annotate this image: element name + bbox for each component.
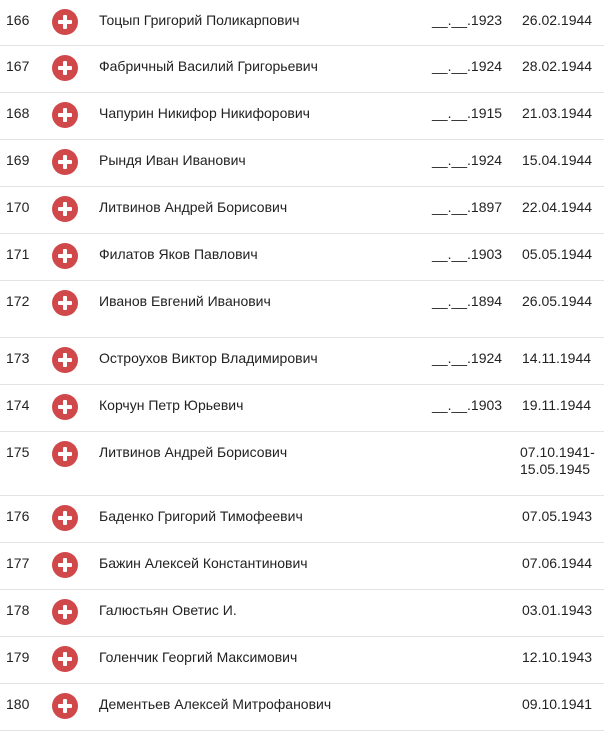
table-row xyxy=(0,187,604,234)
person-name: Галюстьян Оветис И. xyxy=(99,602,237,618)
table-row xyxy=(0,496,604,543)
table-row xyxy=(0,590,604,637)
row-number: 170 xyxy=(6,199,30,215)
death-date: 09.10.1941 xyxy=(522,696,593,712)
death-date: 07.10.1941- 15.05.1945 xyxy=(520,444,595,477)
person-name: Филатов Яков Павлович xyxy=(99,246,258,262)
red-cross-icon[interactable] xyxy=(52,290,78,316)
birth-date: __.__.1897 xyxy=(432,199,503,215)
birth-date: __.__.1915 xyxy=(432,105,503,121)
birth-date: __.__.1924 xyxy=(432,58,503,74)
row-number: 178 xyxy=(6,602,30,618)
death-date: 07.06.1944 xyxy=(522,555,593,571)
row-number: 168 xyxy=(6,105,30,121)
row-number: 179 xyxy=(6,649,30,665)
death-date: 14.11.1944 xyxy=(522,350,592,366)
row-number: 166 xyxy=(6,12,30,28)
person-name: Фабричный Василий Григорьевич xyxy=(99,58,318,74)
row-number: 173 xyxy=(6,350,30,366)
row-number: 174 xyxy=(6,397,30,413)
row-number: 175 xyxy=(6,444,30,460)
table-row xyxy=(0,0,604,46)
death-date: 03.01.1943 xyxy=(522,602,593,618)
red-cross-icon[interactable] xyxy=(52,599,78,625)
death-date: 05.05.1944 xyxy=(522,246,593,262)
table-row xyxy=(0,46,604,93)
row-number: 177 xyxy=(6,555,30,571)
table-row xyxy=(0,338,604,385)
row-number: 172 xyxy=(6,293,30,309)
person-name: Литвинов Андрей Борисович xyxy=(99,199,288,215)
red-cross-icon[interactable] xyxy=(52,552,78,578)
row-number: 167 xyxy=(6,58,30,74)
row-number: 171 xyxy=(6,246,30,262)
table-row xyxy=(0,385,604,432)
person-name: Иванов Евгений Иванович xyxy=(99,293,271,309)
death-date: 22.04.1944 xyxy=(522,199,593,215)
table-row xyxy=(0,140,604,187)
person-name: Литвинов Андрей Борисович xyxy=(99,444,288,460)
red-cross-icon[interactable] xyxy=(52,693,78,719)
row-number: 176 xyxy=(6,508,30,524)
red-cross-icon[interactable] xyxy=(52,394,78,420)
table-row xyxy=(0,543,604,590)
death-date: 26.05.1944 xyxy=(522,293,593,309)
person-name: Корчун Петр Юрьевич xyxy=(99,397,244,413)
birth-date: __.__.1894 xyxy=(432,293,503,309)
table-row xyxy=(0,432,604,496)
red-cross-icon[interactable] xyxy=(52,9,78,35)
death-date: 07.05.1943 xyxy=(522,508,593,524)
table-row xyxy=(0,637,604,684)
red-cross-icon[interactable] xyxy=(52,646,78,672)
birth-date: __.__.1924 xyxy=(432,350,503,366)
red-cross-icon[interactable] xyxy=(52,55,78,81)
birth-date: __.__.1903 xyxy=(432,246,503,262)
death-date: 21.03.1944 xyxy=(522,105,593,121)
red-cross-icon[interactable] xyxy=(52,347,78,373)
red-cross-icon[interactable] xyxy=(52,102,78,128)
person-name: Баденко Григорий Тимофеевич xyxy=(99,508,303,524)
table-row xyxy=(0,281,604,338)
death-date: 26.02.1944 xyxy=(522,12,593,28)
row-number: 169 xyxy=(6,152,30,168)
death-date: 19.11.1944 xyxy=(522,397,592,413)
death-date: 12.10.1943 xyxy=(522,649,593,665)
table-row xyxy=(0,234,604,281)
death-date: 28.02.1944 xyxy=(522,58,593,74)
birth-date: __.__.1903 xyxy=(432,397,503,413)
birth-date: __.__.1924 xyxy=(432,152,503,168)
red-cross-icon[interactable] xyxy=(52,196,78,222)
table-row xyxy=(0,684,604,731)
person-name: Остроухов Виктор Владимирович xyxy=(99,350,318,366)
person-name: Голенчик Георгий Максимович xyxy=(99,649,298,665)
red-cross-icon[interactable] xyxy=(52,149,78,175)
death-date: 15.04.1944 xyxy=(522,152,593,168)
red-cross-icon[interactable] xyxy=(52,243,78,269)
red-cross-icon[interactable] xyxy=(52,505,78,531)
red-cross-icon[interactable] xyxy=(52,441,78,467)
person-name: Дементьев Алексей Митрофанович xyxy=(99,696,332,712)
person-name: Тоцып Григорий Поликарпович xyxy=(99,12,300,28)
row-number: 180 xyxy=(6,696,30,712)
person-name: Чапурин Никифор Никифорович xyxy=(99,105,310,121)
person-name: Рындя Иван Иванович xyxy=(99,152,246,168)
birth-date: __.__.1923 xyxy=(432,12,503,28)
person-name: Бажин Алексей Константинович xyxy=(99,555,308,571)
table-row xyxy=(0,93,604,140)
